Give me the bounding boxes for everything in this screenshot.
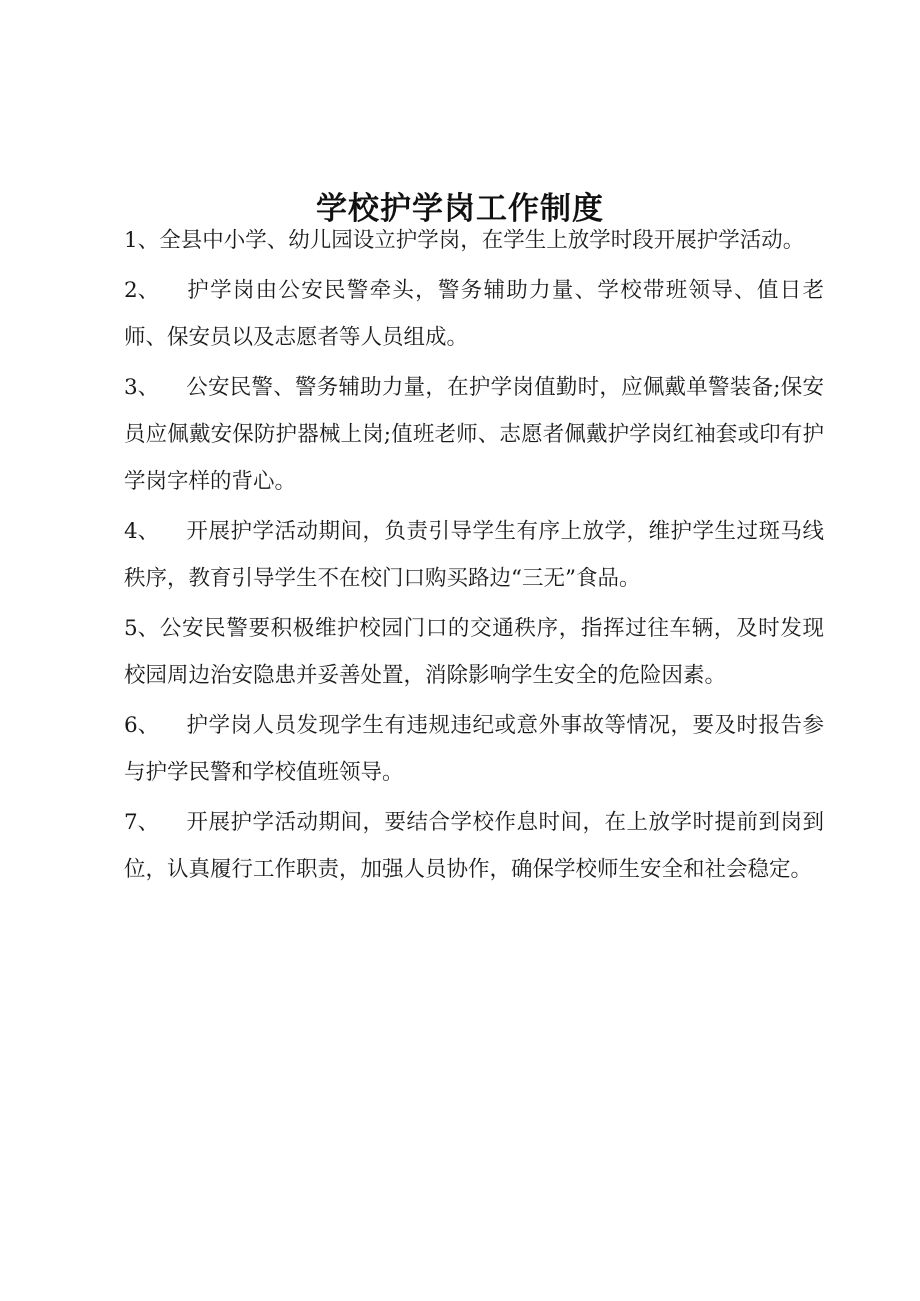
- item-text: 护学岗人员发现学生有违规违纪或意外事故等情况，要及时报告参与护学民警和学校值班领导。: [124, 713, 824, 785]
- item-text: 护学岗由公安民警牵头，警务辅助力量、学校带班领导、值日老师、保安员以及志愿者等人员组成。: [124, 278, 824, 350]
- list-item-2: [124, 267, 824, 361]
- item-text: 全县中小学、幼儿园设立护学岗，在学生上放学时段开展护学活动。: [159, 228, 805, 253]
- item-number: 7、: [124, 810, 160, 835]
- item-text: 公安民警要积极维护校园门口的交通秩序，指挥过往车辆，及时发现校园周边治安隐患并妥善处置，消除影响学生安全的危险因素。: [124, 616, 824, 688]
- list-item-3: [124, 364, 824, 505]
- item-text: 开展护学活动期间，要结合学校作息时间，在上放学时提前到岗到位，认真履行工作职责，加强人员协作，确保学校师生安全和社会稳定。: [124, 810, 824, 882]
- item-number: 6、: [124, 713, 160, 738]
- list-item-1: [124, 217, 824, 264]
- document-body: [124, 217, 824, 896]
- item-number: 5、: [124, 616, 160, 641]
- list-item-4: [124, 508, 824, 602]
- item-text: 公安民警、警务辅助力量，在护学岗值勤时，应佩戴单警装备;保安员应佩戴安保防护器械上岗;值班老师、志愿者佩戴护学岗红袖套或印有护学岗字样的背心。: [124, 375, 824, 494]
- list-item-5: [124, 605, 824, 699]
- item-number: 3、: [124, 375, 160, 400]
- item-number: 1、: [124, 228, 160, 253]
- item-number: 2、: [124, 278, 160, 303]
- document-title: 学校护学岗工作制度: [316, 190, 604, 227]
- list-item-6: [124, 702, 824, 796]
- item-number: 4、: [124, 519, 160, 544]
- item-text: 开展护学活动期间，负责引导学生有序上放学，维护学生过斑马线秩序，教育引导学生不在校门口购买路边“三无”食品。: [124, 519, 824, 591]
- list-item-7: [124, 799, 824, 893]
